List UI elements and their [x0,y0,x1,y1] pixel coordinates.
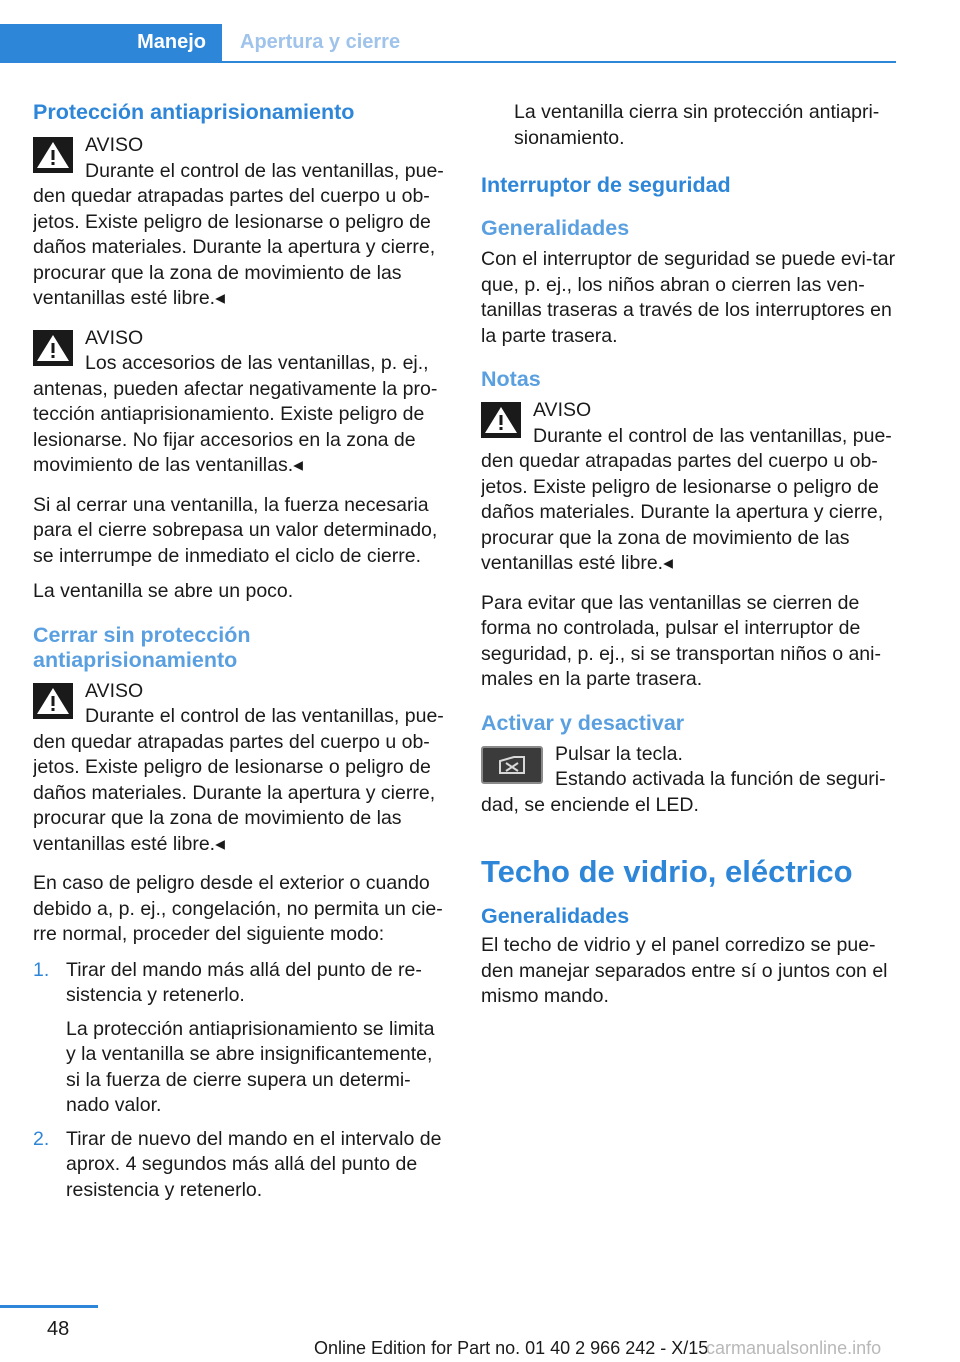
subheading-generalidades: Generalidades [481,216,630,240]
heading-interruptor: Interruptor de seguridad [481,173,731,197]
warning-title: AVISO [533,399,592,421]
footer-rule [0,1305,98,1308]
warning-title: AVISO [85,326,144,349]
window-lock-symbol-icon [492,753,532,777]
paragraph: El techo de vidrio y el panel corredizo se pue‐den manejar separados entre sí o juntos con el mismo mando. [481,934,888,1007]
key-instruction [481,742,896,819]
paragraph: En caso de peligro desde el exterior o cuando debido a, p. ej., congelación, no permita un cie‐rre normal, proceder del siguiente modo: [33,872,443,945]
warning-triangle-icon [33,137,73,173]
warning-text: Durante el control de las ventanillas, pue‐den quedar atrapadas partes del cuerpo u ob‐jetos. Existe peligro de lesionarse o peligro de daños materiales. Durante la apertura y cierre, procurar que la zona de movimiento de las ventanillas esté libre.◂ [33,159,444,309]
warning-title: AVISO [85,134,144,156]
section-tab-apertura: Apertura y cierre [240,31,401,53]
page-header [0,24,896,63]
steps-list [33,958,448,1204]
list-item [33,1127,448,1204]
subheading-notas: Notas [481,367,541,391]
warning-triangle-icon [33,330,73,366]
warning-triangle-icon [481,402,521,438]
right-column [481,100,896,1020]
step-number: 2. [33,1127,50,1150]
watermark: carmanualsonline.info [706,1338,882,1358]
heading-techo: Techo de vidrio, eléctrico [481,854,853,889]
key-instruction-2: Estando activada la función de seguri‐dad, se enciende el LED. [481,768,886,816]
warning-title: AVISO [85,679,144,702]
warning-block [33,326,448,479]
paragraph: Si al cerrar una ventanilla, la fuerza necesaria para el cierre sobrepasa un valor determinado, se interrumpe de inmediato el ciclo de cierre. [33,493,438,567]
warning-block [481,398,896,577]
left-column [33,100,448,1211]
edition-text: Online Edition for Part no. 01 40 2 966 242 - X/15 [314,1338,709,1358]
page-number: 48 [47,1318,70,1340]
step-text: Tirar de nuevo del mando en el intervalo de aprox. 4 segundos más allá del punto de resistencia y retenerlo. [66,1127,442,1201]
section-tab-manejo: Manejo [0,24,222,61]
paragraph: Con el interruptor de seguridad se puede evi‐tar que, p. ej., los niños abran o cierren las ven‐tanillas traseras a través de los interruptores en la parte trasera. [481,248,896,347]
step-text: Tirar del mando más allá del punto de re‐sistencia y retenerlo. [66,958,422,1006]
step-number: 1. [33,958,50,981]
warning-block [33,133,448,312]
subheading-activar: Activar y desactivar [481,710,685,735]
paragraph-continued: La ventanilla cierra sin protección antiapri‐sionamiento. [514,101,880,149]
step-subtext: La protección antiaprisionamiento se limita y la ventanilla se abre insignificantemente, si la fuerza de cierre supera un determi‐nado valor. [66,1017,435,1116]
warning-text: Los accesorios de las ventanillas, p. ej., antenas, pueden afectar negativamente la pro‐tección antiaprisionamiento. Existe peligro de lesionarse. No fijar accesorios en la zona de movimiento de las ventanillas.◂ [33,352,438,476]
window-lock-key-icon [481,746,543,784]
paragraph: Para evitar que las ventanillas se cierren de forma no controlada, pulsar el interruptor de seguridad, p. ej., si se transportan niños o ani‐males en la parte trasera. [481,591,881,690]
warning-triangle-icon [33,683,73,719]
list-item [33,958,448,1119]
subheading-generalidades-techo: Generalidades [481,904,630,928]
paragraph: La ventanilla se abre un poco. [33,580,294,602]
warning-text: Durante el control de las ventanillas, pue‐den quedar atrapadas partes del cuerpo u ob‐jetos. Existe peligro de lesionarse o peligro de daños materiales. Durante la apertura y cierre, procurar que la zona de movimiento de las ventanillas esté libre.◂ [33,705,444,855]
subheading-cerrar: Cerrar sin protección antiaprisionamiento [33,622,251,672]
warning-text: Durante el control de las ventanillas, pue‐den quedar atrapadas partes del cuerpo u ob‐jetos. Existe peligro de lesionarse o peligro de daños materiales. Durante la apertura y cierre, procurar que la zona de movimiento de las ventanillas esté libre.◂ [481,424,892,574]
warning-block [33,679,448,858]
key-instruction-1: Pulsar la tecla. [555,742,683,765]
heading-proteccion: Protección antiaprisionamiento [33,100,355,124]
